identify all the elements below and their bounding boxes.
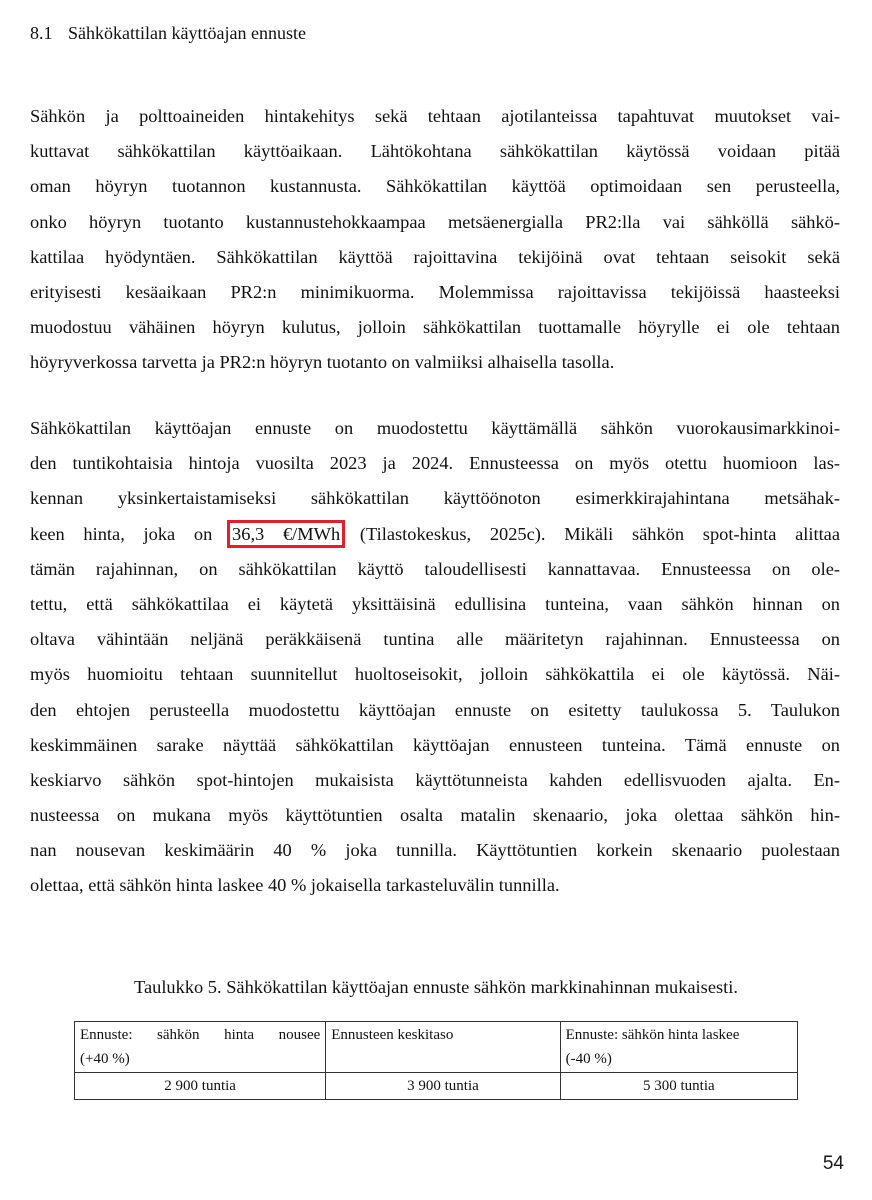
text-line: keskiarvo sähkön spot-hintojen mukaisista käyttötunneista kahden edellisvuoden ajalta. En- <box>30 769 840 790</box>
text-line: den tuntikohtaisia hintoja vuosilta 2023 ja 2024. Ennusteessa on myös otettu huomioon las- <box>30 453 840 474</box>
value-cell-price-down: 5 300 tuntia <box>560 1073 797 1100</box>
text-line: tettu, että sähkökattilaa ei käytetä yksittäisinä edullisina tunteina, vaan sähkön hinnan on <box>30 593 840 614</box>
text-line: nusteessa on mukana myös käyttötuntien osalta matalin skenaario, joka olettaa sähkön hin- <box>30 805 840 826</box>
header-text: Ennuste: sähkön hinta nousee <box>80 1027 321 1043</box>
text-line-with-highlight <box>30 517 840 552</box>
header-text: Ennusteen keskitaso <box>331 1027 454 1043</box>
value-cell-average: 3 900 tuntia <box>326 1073 560 1100</box>
value-cell-price-up: 2 900 tuntia <box>75 1073 326 1100</box>
table-caption: Taulukko 5. Sähkökattilan käyttöajan ennuste sähkön markkinahinnan mukaisesti. <box>134 977 738 997</box>
text-line: oltava vähintään neljänä peräkkäisenä tuntina alle määritetyn rajahinnan. Ennusteessa on <box>30 629 840 650</box>
text-line: höyryverkossa tarvetta ja PR2:n höyryn tuotanto on valmiiksi alhaisella tasolla. <box>30 352 615 373</box>
text-line: muodostuu vähäinen höyryn kulutus, jolloin sähkökattilan tuottamalle höyrylle ei ole tehtaan <box>30 317 840 338</box>
text-line: den ehtojen perusteella muodostettu käyttöajan ennuste on esitetty taulukossa 5. Taulukon <box>30 699 840 720</box>
text-line: kennan yksinkertaistamiseksi sähkökattilan käyttöönoton esimerkkirajahintana metsähak- <box>30 488 840 509</box>
section-title: Sähkökattilan käyttöajan ennuste <box>68 23 306 43</box>
table-row <box>75 1073 798 1100</box>
paragraph-2 <box>30 411 840 904</box>
text-line: keskimmäinen sarake näyttää sähkökattilan käyttöajan ennusteen tunteina. Tämä ennuste on <box>30 734 840 755</box>
text-line: tämän rajahinnan, on sähkökattilan käyttö taloudellisesti kannattavaa. Ennusteessa on ole- <box>30 558 840 579</box>
page-number: 54 <box>822 1153 844 1174</box>
table-header-row <box>75 1022 798 1073</box>
text-segment: keen hinta, joka on <box>30 523 213 544</box>
text-line: nan nousevan keskimäärin 40 % joka tunnilla. Käyttötuntien korkein skenaario puolestaan <box>30 840 840 861</box>
header-cell-average <box>326 1022 560 1073</box>
text-line: Sähkön ja polttoaineiden hintakehitys sekä tehtaan ajotilanteissa tapahtuvat muutokset vai- <box>30 106 840 126</box>
section-number: 8.1 <box>30 23 53 43</box>
header-cell-price-up <box>75 1022 326 1073</box>
text-line: olettaa, että sähkön hinta laskee 40 % jokaisella tarkasteluvälin tunnilla. <box>30 875 560 896</box>
text-line: onko höyryn tuotanto kustannustehokkaampaa metsäenergialla PR2:lla vai sähköllä sähkö- <box>30 211 840 232</box>
text-segment: (Tilastokeskus, 2025c). Mikäli sähkön spot-hinta alittaa <box>359 523 841 544</box>
header-text: Ennuste: sähkön hinta laskee <box>565 1027 740 1043</box>
text-line: kattilaa hyödyntäen. Sähkökattilan käyttöä rajoittavina tekijöinä ovat tehtaan seisokit sekä <box>30 246 840 267</box>
text-line: Sähkökattilan käyttöajan ennuste on muodostettu käyttämällä sähkön vuorokausimarkkinoi- <box>30 418 840 438</box>
text-line: erityisesti kesäaikaan PR2:n minimikuorma. Molemmissa rajoittavissa tekijöissä haasteeksi <box>30 281 840 302</box>
header-text: (+40 %) <box>80 1051 130 1067</box>
header-cell-price-down <box>560 1022 797 1073</box>
header-text: (-40 %) <box>565 1051 612 1067</box>
text-line: oman höyryn tuotannon kustannusta. Sähkökattilan käyttöä optimoidaan sen perusteella, <box>30 176 840 197</box>
forecast-table <box>74 1021 798 1100</box>
text-line: myös huomioitu tehtaan suunnitellut huoltoseisokit, jolloin sähkökattila ei ole käytössä. Näi- <box>30 664 840 685</box>
text-line: kuttavat sähkökattilan käyttöaikaan. Lähtökohtana sähkökattilan käytössä voidaan pitää <box>30 141 840 162</box>
paragraph-1 <box>30 99 840 381</box>
highlighted-price: 36,3 €/MWh <box>232 523 341 544</box>
section-heading <box>30 21 306 45</box>
